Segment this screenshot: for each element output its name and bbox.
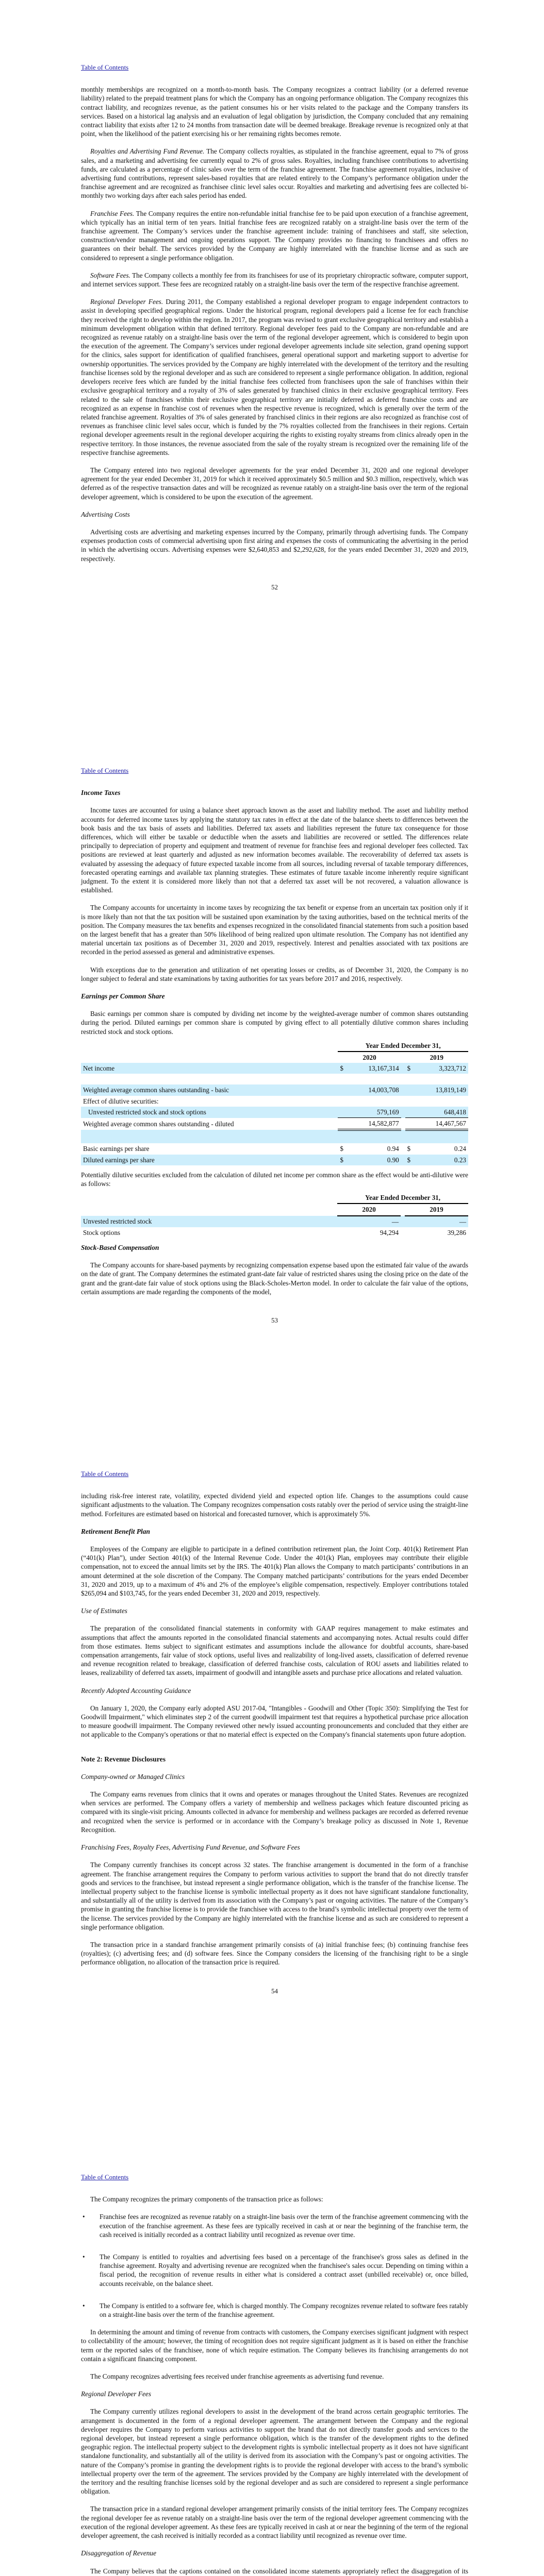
eps-table bbox=[81, 1040, 468, 1165]
row-label: Diluted earnings per share bbox=[81, 1155, 338, 1165]
table-of-contents-link[interactable]: Table of Contents bbox=[81, 2173, 129, 2181]
list-item bbox=[83, 2252, 468, 2288]
table-of-contents-link[interactable]: Table of Contents bbox=[81, 767, 129, 774]
regional-developer-lead: Regional Developer Fees. bbox=[90, 298, 163, 306]
value-2019: — bbox=[413, 1216, 468, 1227]
value-2019: 3,323,712 bbox=[413, 1063, 468, 1074]
paragraph-memberships: monthly memberships are recognized on a month-to-month basis. The Company recognizes a contract liability (or a deferred revenue liability) related to the prepaid treatment plans for which the Company has an ongoing performance obligation. The Company recognizes this contract liability, and recognizes revenue, as the patient consumes his or her visits related to the package and the Company transfers its services. Based on a historical lag analysis and an evaluation of legal obligation by jurisdiction, the Company concluded that any remaining contract liability that exists after 12 to 24 months from transaction date will be deemed breakage. Breakage revenue is recognized only at that point, when the likelihood of the patient exercising his or her remaining rights becomes remote. bbox=[81, 86, 468, 138]
row-label: Basic earnings per share bbox=[83, 1145, 150, 1153]
franchise-fees-lead: Franchise Fees. bbox=[90, 209, 135, 217]
value-2019: 39,286 bbox=[447, 1228, 466, 1236]
paragraph-franchising-fees: The Company currently franchises its concept across 32 states. The franchise arrangement is documented in the form of a franchise agreement. The franchise arrangement requires the Company to perform various activities to support the brand that do not directly transfer goods and services to the franchisee, but instead represent a single performance obligation, which is the transfer of the franchise license. The intellectual property subject to the franchise license is symbolic intellectual property as it does not have significant standalone functionality, and substantially all of the utility is derived from its association with the Company’s past or ongoing activities. The nature of the Company’s promise in granting the franchise license is to provide the franchisee with access to the brand’s symbolic intellectual property over the term of the license. The services provided by the Company are highly interrelated with the franchise license and as such are considered to represent a single performance obligation. bbox=[81, 1861, 468, 1931]
antidilutive-year-2020: 2020 bbox=[337, 1204, 401, 1215]
paragraph-regional-transaction-price: The transaction price in a standard regional developer arrangement primarily consists of the initial territory fees. The Company recognizes the regional developer fee as revenue ratably on a straight-line basis over the term of the regional developer agreement commencing with the execution of the regional developer agreement. As these fees are typically received in cash at or near the beginning of the term of the regional developer agreement, the cash received is initially recorded as a contract liability until recognized as revenue over time. bbox=[81, 2505, 468, 2540]
paragraph-income-taxes-2: The Company accounts for uncertainty in income taxes by recognizing the tax benefit or expense from an uncertain tax position only if it is more likely than not that the tax position will be sustained upon examination by the taxing authorities, based on the technical merits of the position. The Company measures the tax benefits and expenses recognized in the consolidated financial statements from such a position based on the largest benefit that has a greater than 50% likelihood of being realized upon ultimate resolution. The Company has not identified any material uncertain tax positions as of December 31, 2020 and 2019, respectively. Interest and penalties associated with tax positions are recorded in the period assessed as general and administrative expenses. bbox=[81, 904, 468, 956]
franchise-fees-text: The Company requires the entire non-refundable initial franchise fee to be paid upon execution of a franchise agreement, which typically has an initial term of ten years. Initial franchise fees are recognized ratably on a straight-line basis over the term of the franchise agreement. The Company’s services under the franchise agreement include: training of franchisees and staff, site selection, construction/vendor management and ongoing operations support. The Company provides no financing to franchisees and offers no guarantees on their behalf. The services provided by the Company are highly interrelated with the franchise license and as such are considered to represent a single performance obligation. bbox=[81, 209, 468, 262]
table-spacer bbox=[81, 1074, 468, 1084]
value-2020: 14,582,877 bbox=[346, 1118, 401, 1130]
eps-table-header-row bbox=[81, 1040, 468, 1052]
value-2019: 13,819,149 bbox=[413, 1084, 468, 1095]
list-item bbox=[83, 2212, 468, 2239]
retirement-plan-heading: Retirement Benefit Plan bbox=[81, 1527, 150, 1535]
value-2020: 0.94 bbox=[387, 1145, 399, 1153]
page-54 bbox=[81, 1469, 468, 1995]
paragraph-advertising-costs: Advertising costs are advertising and marketing expenses incurred by the Company, primarily through advertising funds. The Company expenses production costs of commercial advertising upon first airing and expenses the costs of communicating the advertising in the period in which the advertising occurs. Advertising expenses were $2,640,853 and $2,292,628, for the years ended December 31, 2020 and 2019, respectively. bbox=[81, 528, 468, 563]
paragraph-advertising-fees: The Company recognizes advertising fees received under franchise agreements as advertising fund revenue. bbox=[90, 2372, 384, 2381]
paragraph-company-owned-clinics: The Company earns revenues from clinics that it owns and operates or manages throughout the United States. Revenues are recognized when services are performed. The Company offers a variety of membership and wellness packages which feature discounted pricing as compared with its single-visit pricing. Amounts collected in advance for membership and wellness packages are recorded as deferred revenue and recognized when the service is performed or in accordance with the Company’s breakage policy as discussed in Note 1, Revenue Recognition. bbox=[81, 1790, 468, 1834]
table-spacer bbox=[81, 1130, 468, 1143]
antidilutive-years-row bbox=[81, 1204, 468, 1215]
list-item-text: The Company is entitled to a software fee, which is charged monthly. The Company recognizes revenue related to software fees ratably on a straight-line basis over the term of the franchise agreement. bbox=[100, 2301, 468, 2319]
table-of-contents-link[interactable]: Table of Contents bbox=[81, 1470, 129, 1478]
row-label: Effect of dilutive securities: bbox=[83, 1097, 159, 1105]
page-53 bbox=[81, 766, 468, 1325]
table-row-effect-label bbox=[81, 1096, 468, 1107]
paragraph-retirement-plan: Employees of the Company are eligible to participate in a defined contribution retirement plan, the Joint Corp. 401(k) Retirement Plan (“401(k) Plan”), under Section 401(k) of the Internal Revenue Code. Under the 401(k) Plan, employees may contribute their eligible compensation, not to exceed the annual limits set by the IRS. The 401(k) Plan allows the Company to match participants’ contributions in an amount determined at the sole discretion of the Company. The Company matched participants’ contributions for the years ended December 31, 2020 and 2019, up to a maximum of 4% and 2% of the employee’s eligible compensation, respectively. Employer contributions totaled $265,094 and $103,745, for the years ended December 31, 2020 and 2019, respectively. bbox=[81, 1545, 468, 1598]
eps-table-years-row bbox=[81, 1052, 468, 1063]
row-label: Weighted average common shares outstanding - basic bbox=[81, 1084, 338, 1095]
antidilutive-period-header: Year Ended December 31, bbox=[337, 1192, 468, 1204]
paragraph-use-of-estimates: The preparation of the consolidated financial statements in conformity with GAAP requires management to make estimates and assumptions that affect the amounts reported in the consolidated financial statements and accompanying notes. Actual results could differ from those estimates. Items subject to significant estimates and assumptions include the allowance for doubtful accounts, share-based compensation arrangements, fair value of stock options, useful lives and realizability of long-lived assets, classification of deferred revenue and revenue recognition related to breakage, classification of deferred franchise costs, calculation of ROU assets and liabilities related to leases, realizability of deferred tax assets, impairment of goodwill and intangible assets and purchase price allocations and related valuation. bbox=[81, 1624, 468, 1677]
paragraph-income-taxes-1: Income taxes are accounted for using a balance sheet approach known as the asset and liability method. The asset and liability method accounts for deferred income taxes by applying the statutory tax rates in effect at the date of the balance sheets to differences between the book basis and the tax basis of assets and liabilities. Deferred tax assets and liabilities represent the future tax consequence for those differences, which will either be taxable or deductible when the assets and liabilities are recovered or settled. The differences relate principally to depreciation of property and equipment and treatment of revenue for franchise fees and regional developer fees collected. Tax positions are reviewed at least quarterly and adjusted as new information becomes available. The recoverability of deferred tax assets is evaluated by assessing the adequacy of future expected taxable income from all sources, including reversal of taxable temporary differences, forecasted operating earnings and available tax planning strategies. These estimates of future taxable income inherently require significant judgment. To the extent it is considered more likely than not that a deferred tax asset will be not recovered, a valuation allowance is established. bbox=[81, 806, 468, 894]
page-number: 52 bbox=[271, 583, 278, 591]
paragraph-transaction-price: The transaction price in a standard franchise arrangement primarily consists of (a) initial franchise fees; (b) continuing franchise fees (royalties); (c) advertising fees; and (d) software fees. Since the Company considers the licensing of the franchising right to be a single performance obligation, no allocation of the transaction price is required. bbox=[81, 1940, 468, 1967]
page-55 bbox=[81, 2173, 468, 2576]
paragraph-accounting-guidance: On January 1, 2020, the Company early adopted ASU 2017-04, "Intangibles - Goodwill and Other (Topic 350): Simplifying the Test for Goodwill Impairment," which eliminates step 2 of the current goodwill impairment test that requires a hypothetical purchase price allocation to measure goodwill impairment. The Company reviewed other newly issued accounting pronouncements and concluded that they either are not applicable to the Company's operations or that no material effect is expected on the Company's financial statements upon future adoption. bbox=[81, 1704, 468, 1739]
eps-table-period-header: Year Ended December 31, bbox=[338, 1040, 468, 1052]
row-label: Stock options bbox=[83, 1228, 121, 1236]
table-row-net-income bbox=[81, 1063, 468, 1074]
paragraph-disaggregation: The Company believes that the captions contained on the consolidated income statements appropriately reflect the disaggregation of its bbox=[90, 2567, 468, 2575]
row-label: Weighted average common shares outstanding - diluted bbox=[83, 1120, 234, 1128]
software-fees-lead: Software Fees. bbox=[90, 271, 130, 279]
advertising-costs-heading: Advertising Costs bbox=[81, 510, 130, 518]
list-item-text: The Company is entitled to royalties and advertising fees based on a percentage of the franchisee's gross sales as defined in the franchise agreement. Royalty and advertising revenue are recognized when the franchisee's sales occur. Depending on timing within a fiscal period, the recognition of revenue results in either what is considered a contract asset (unbilled receivable) or, once billed, accounts receivable, on the balance sheet. bbox=[100, 2253, 468, 2287]
currency-symbol: $ bbox=[407, 1145, 411, 1153]
income-taxes-heading: Income Taxes bbox=[81, 789, 121, 797]
antidilutive-table bbox=[81, 1192, 468, 1238]
currency-symbol: $ bbox=[405, 1155, 414, 1165]
paragraph-regional-developer-fees bbox=[81, 297, 468, 457]
transaction-components-list bbox=[81, 2212, 468, 2319]
antidilutive-year-2019: 2019 bbox=[405, 1204, 468, 1215]
table-row-unvested bbox=[81, 1107, 468, 1118]
paragraph-regional-developer-fees: The Company currently utilizes regional developers to assist in the development of the brand across certain geographic territories. The arrangement is documented in the form of a regional developer agreement. The arrangement between the Company and the regional developer requires the Company to perform various activities to support the brand that do not directly transfer goods and services to the regional developer, but instead represent a single performance obligation, which is the transfer of the development rights to the defined geographic region. The intellectual property subject to the development rights is symbolic intellectual property as it does not have significant standalone functionality, and substantially all of the utility is derived from its association with the Company’s past or ongoing activities. The nature of the Company’s promise in granting the development rights is to provide the regional developer with access to the brand’s symbolic intellectual property over the term of the agreement. The services provided by the Company are highly interrelated with the development of the territory and the resulting franchise licenses sold by the regional developer and as such are considered to represent a single performance obligation. bbox=[81, 2408, 468, 2496]
stock-based-compensation-heading: Stock-Based Compensation bbox=[81, 1243, 159, 1251]
paragraph-royalties bbox=[81, 147, 468, 200]
list-item bbox=[83, 2301, 468, 2319]
value-2020: — bbox=[345, 1216, 401, 1227]
currency-symbol: $ bbox=[338, 1063, 346, 1074]
currency-symbol: $ bbox=[405, 1063, 414, 1074]
table-row-diluted-eps bbox=[81, 1155, 468, 1165]
currency-symbol: $ bbox=[338, 1155, 346, 1165]
paragraph-antidilutive: Potentially dilutive securities excluded from the calculation of diluted net income per common share as the effect would be anti-dilutive were as follows: bbox=[81, 1171, 468, 1188]
table-row-basic-eps bbox=[81, 1143, 468, 1154]
value-2020: 0.90 bbox=[346, 1155, 401, 1165]
antidilutive-header-row bbox=[81, 1192, 468, 1204]
page-number: 53 bbox=[271, 1316, 278, 1324]
currency-symbol: $ bbox=[340, 1145, 343, 1153]
row-label: Net income bbox=[81, 1063, 338, 1074]
value-2020: 14,003,708 bbox=[346, 1084, 401, 1095]
page-number: 54 bbox=[271, 1987, 278, 1995]
eps-year-2020: 2020 bbox=[362, 1054, 376, 1062]
software-fees-text: The Company collects a monthly fee from its franchisees for use of its proprietary chiropractic software, computer support, and internet services support. These fees are recognized ratably on a straight-line basis over the term of the respective franchise agreement. bbox=[81, 271, 468, 289]
value-2019: 14,467,567 bbox=[413, 1118, 468, 1130]
disaggregation-heading: Disaggregation of Revenue bbox=[81, 2549, 157, 2557]
royalties-text: The Company collects royalties, as stipulated in the franchise agreement, equal to 7% of gross sales, and a marketing and advertising fee currently equal to 2% of gross sales. Royalties, including franchisee contributions to advertising funds, are calculated as a percentage of clinic sales over the term of the franchise agreement. The franchise agreement royalties, inclusive of advertising fund contributions, represent sales-based royalties that are related entirely to the Company’s performance obligation under the franchise agreement and are recognized as franchisee clinic level sales occur. Royalties and marketing and advertising fees are collected bi-monthly two working days after each sales period has ended. bbox=[81, 147, 468, 200]
eps-heading: Earnings per Common Share bbox=[81, 992, 165, 1001]
paragraph-sbc-continued: including risk-free interest rate, volatility, expected dividend yield and expected option life. Changes to the assumptions could cause significant adjustments to the valuation. The Company recognizes compensation costs ratably over the period of service using the straight-line method. Forfeitures are estimated based on historical and forecasted turnover, which is approximately 5%. bbox=[81, 1492, 468, 1518]
paragraph-eps: Basic earnings per common share is computed by dividing net income by the weighted-average number of common shares outstanding during the period. Diluted earnings per common share is computed by giving effect to all potentially dilutive common shares including restricted stock and stock options. bbox=[81, 1010, 468, 1036]
accounting-guidance-heading: Recently Adopted Accounting Guidance bbox=[81, 1686, 191, 1694]
eps-year-2019: 2019 bbox=[430, 1054, 443, 1062]
paragraph-judgment: In determining the amount and timing of revenue from contracts with customers, the Company exercises significant judgment with respect to collectability of the amount; however, the timing of recognition does not require significant judgment as it is based on either the franchise term or the reported sales of the franchisee, none of which require estimation. The Company believes its franchising arrangements do not contain a significant financing component. bbox=[81, 2328, 468, 2363]
paragraph-software-fees bbox=[81, 271, 468, 289]
table-row-stock-options bbox=[81, 1227, 468, 1238]
value-2020: 13,167,314 bbox=[346, 1063, 401, 1074]
paragraph-stock-based-compensation: The Company accounts for share-based payments by recognizing compensation expense based upon the estimated fair value of the awards on the date of grant. The Company determines the estimated grant-date fair value of restricted shares using the closing price on the date of the grant and the grant-date fair value of stock options using the Black-Scholes-Merton model. In order to calculate the fair value of the options, certain assumptions are made regarding the components of the model, bbox=[81, 1261, 468, 1296]
table-row-basic-shares bbox=[81, 1084, 468, 1095]
row-label: Unvested restricted stock bbox=[81, 1216, 337, 1227]
table-row-diluted-shares bbox=[81, 1118, 468, 1130]
paragraph-income-taxes-3: With exceptions due to the generation and utilization of net operating losses or credits, as of December 31, 2020, the Company is no longer subject to federal and state examinations by taxing authorities for tax years before 2017 and 2016, respectively. bbox=[81, 965, 468, 982]
paragraph-primary-components-intro: The Company recognizes the primary components of the transaction price as follows: bbox=[90, 2195, 323, 2204]
regional-developer-fees-heading: Regional Developer Fees bbox=[81, 2390, 152, 2398]
list-item-text: Franchise fees are recognized as revenue ratably on a straight-line basis over the term of the franchise agreement commencing with the execution of the franchise agreement. As these fees are typically received in cash at or near the beginning of the franchise term, the cash received is initially recorded as a contract liability until recognized as revenue over time. bbox=[100, 2213, 468, 2239]
page-52 bbox=[81, 63, 468, 591]
use-of-estimates-heading: Use of Estimates bbox=[81, 1607, 128, 1615]
value-2020: 94,294 bbox=[380, 1228, 399, 1236]
note-2-heading: Note 2: Revenue Disclosures bbox=[81, 1755, 166, 1763]
value-2020: 579,169 bbox=[346, 1107, 401, 1118]
value-2019: 0.23 bbox=[413, 1155, 468, 1165]
row-label: Unvested restricted stock and stock options bbox=[81, 1107, 338, 1118]
regional-developer-text: During 2011, the Company established a regional developer program to engage independent contractors to assist in developing specified geographical regions. Under the historical program, regional developers paid a license fee for each franchise they received the right to develop within the region. In 2017, the program was revised to grant exclusive geographical territory and establish a minimum development obligation within that defined territory. Regional developer fees paid to the Company are non-refundable and are recognized as revenue ratably on a straight-line basis over the term of the regional developer agreement, which is considered to begin upon the execution of the agreement. The Company’s services under regional developer agreements include site selection, grand opening support for the clinics, sales support for identification of qualified franchisees, general operational support and marketing support to advertise for ownership opportunities. The services provided by the Company are highly interrelated with the development of the territory and the resulting franchise licenses sold by the regional developer and as such are considered to represent a single performance obligation. In addition, regional developers receive fees which are funded by the initial franchise fees collected from franchisees upon the sale of franchises within their exclusive geographical territory and a royalty of 3% of sales generated by franchised clinics in their exclusive geographical territory. Fees related to the sale of franchises within their exclusive geographical territory are initially deferred as deferred franchise costs and are recognized as an expense in franchise cost of revenues when the respective revenue is recognized, which is generally over the term of the related franchise agreement. Royalties of 3% of sales generated by franchised clinics in their regions are also recognized as franchise cost of revenues as franchisee clinic level sales occur, which is funded by the 7% royalties collected from the franchisees in their regions. Certain regional developer agreements result in the regional developer acquiring the rights to existing royalty streams from clinics already open in the respective territory. In those instances, the revenue associated from the sale of the royalty stream is recognized over the remaining life of the respective franchise agreements. bbox=[81, 298, 468, 456]
paragraph-franchise-fees bbox=[81, 209, 468, 262]
company-owned-clinics-heading: Company-owned or Managed Clinics bbox=[81, 1772, 185, 1781]
value-2019: 0.24 bbox=[454, 1145, 466, 1153]
franchising-fees-heading: Franchising Fees, Royalty Fees, Advertising Fund Revenue, and Software Fees bbox=[81, 1843, 300, 1852]
bullet-icon: • bbox=[83, 2213, 85, 2221]
table-of-contents-link[interactable]: Table of Contents bbox=[81, 63, 129, 71]
paragraph-regional-agreements: The Company entered into two regional developer agreements for the year ended December 31, 2020 and one regional developer agreement for the year ended December 31, 2019 for which it received approximately $0.5 million and $0.3 million, respectively, which was deferred as of the respective transaction dates and will be recognized as revenue ratably on a straight-line basis over the term of the regional developer agreement, which is considered to be upon the execution of the agreement. bbox=[81, 466, 468, 501]
bullet-icon: • bbox=[83, 2253, 85, 2261]
table-row-unvested-restricted bbox=[81, 1216, 468, 1227]
bullet-icon: • bbox=[83, 2301, 85, 2310]
value-2019: 648,418 bbox=[413, 1107, 468, 1118]
royalties-lead: Royalties and Advertising Fund Revenue. bbox=[90, 147, 205, 156]
